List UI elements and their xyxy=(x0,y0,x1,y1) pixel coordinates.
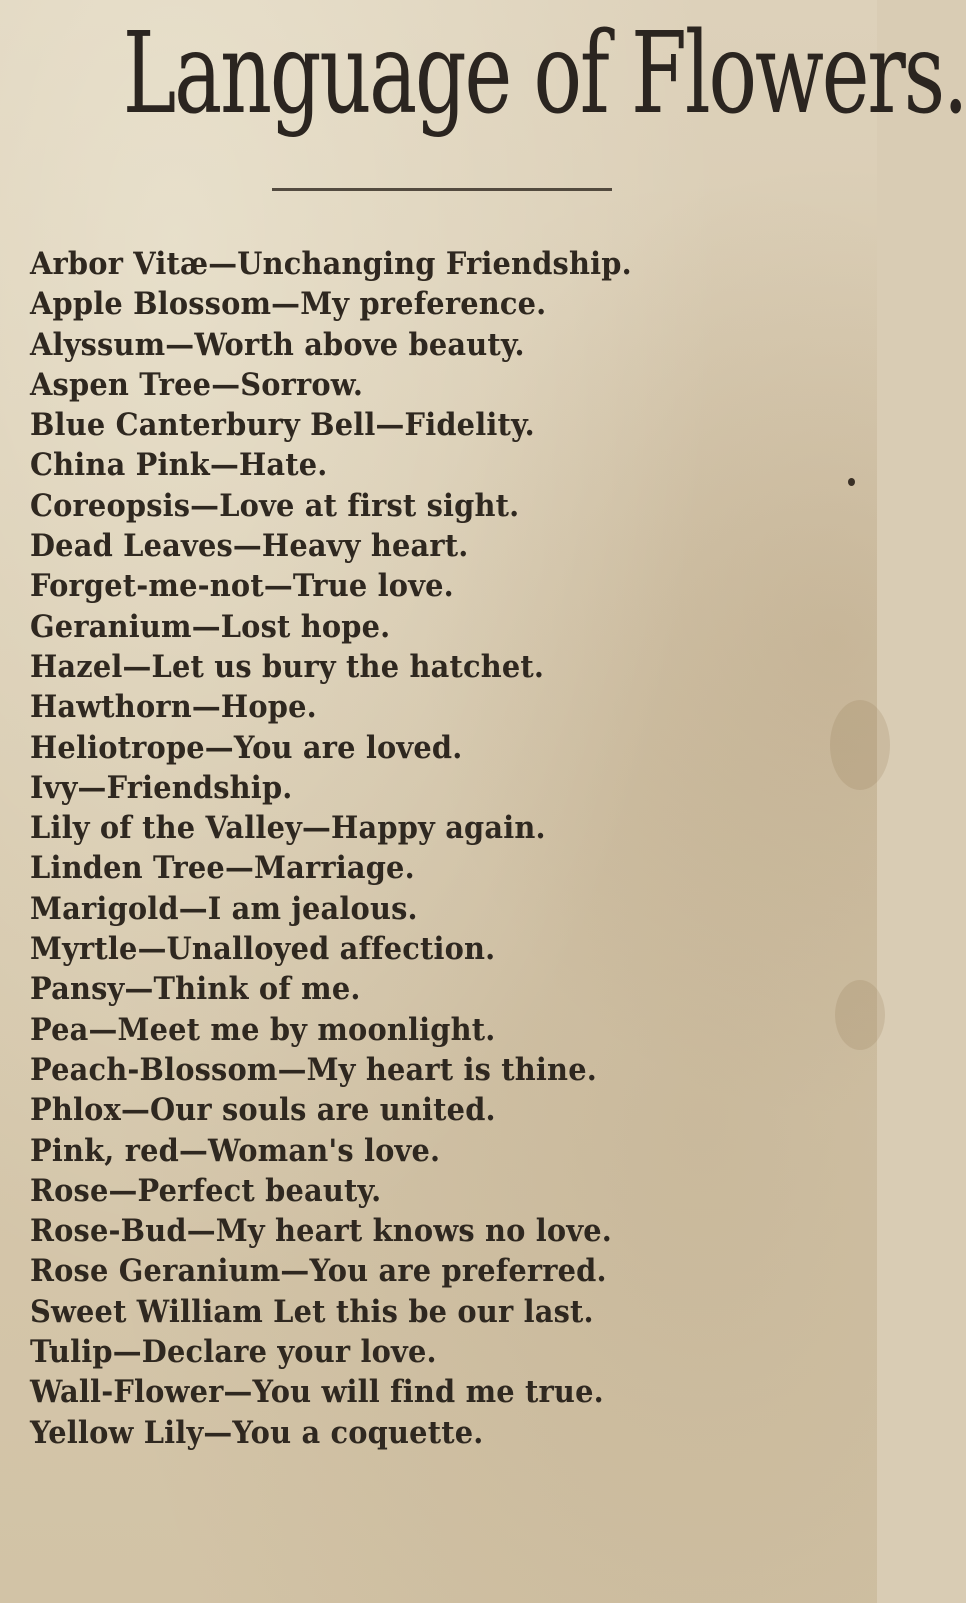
list-item: Linden Tree—Marriage. xyxy=(30,850,415,887)
list-item: Dead Leaves—Heavy heart. xyxy=(30,528,469,565)
flower-meaning-list xyxy=(30,244,860,1453)
list-item: Heliotrope—You are loved. xyxy=(30,729,463,766)
list-item: Tulip—Declare your love. xyxy=(30,1334,437,1371)
list-item: Aspen Tree—Sorrow. xyxy=(30,366,364,403)
list-item: Phlox—Our souls are united. xyxy=(30,1092,496,1129)
list-item: China Pink—Hate. xyxy=(30,447,328,484)
list-item: Myrtle—Unalloyed affection. xyxy=(30,931,496,968)
title-divider xyxy=(272,188,612,191)
list-item: Rose Geranium—You are preferred. xyxy=(30,1253,607,1290)
list-item: Pink, red—Woman's love. xyxy=(30,1132,441,1169)
list-item: Hazel—Let us bury the hatchet. xyxy=(30,648,545,685)
list-item: Peach-Blossom—My heart is thine. xyxy=(30,1051,597,1088)
list-item: Arbor Vitæ—Unchanging Friendship. xyxy=(30,246,632,282)
list-item: Rose-Bud—My heart knows no love. xyxy=(30,1213,613,1250)
list-item: Pea—Meet me by moonlight. xyxy=(30,1011,496,1048)
list-item: Apple Blossom—My preference. xyxy=(30,286,547,323)
list-item: Marigold—I am jealous. xyxy=(30,890,418,927)
page-title: Language of Flowers. xyxy=(122,9,966,139)
list-item: Ivy—Friendship. xyxy=(30,769,293,806)
list-item: Lily of the Valley—Happy again. xyxy=(30,810,546,847)
list-item: Blue Canterbury Bell—Fidelity. xyxy=(30,407,535,444)
list-item: Hawthorn—Hope. xyxy=(30,689,317,726)
list-item: Wall-Flower—You will find me true. xyxy=(30,1374,604,1411)
list-item: Sweet William Let this be our last. xyxy=(30,1293,594,1330)
list-item: Yellow Lily—You a coquette. xyxy=(30,1414,484,1451)
list-item: Forget-me-not—True love. xyxy=(30,568,454,605)
list-item: Coreopsis—Love at first sight. xyxy=(30,487,520,524)
list-item: Alyssum—Worth above beauty. xyxy=(30,326,525,363)
list-item: Geranium—Lost hope. xyxy=(30,608,391,645)
list-item: Pansy—Think of me. xyxy=(30,971,361,1008)
list-item: Rose—Perfect beauty. xyxy=(30,1172,382,1209)
